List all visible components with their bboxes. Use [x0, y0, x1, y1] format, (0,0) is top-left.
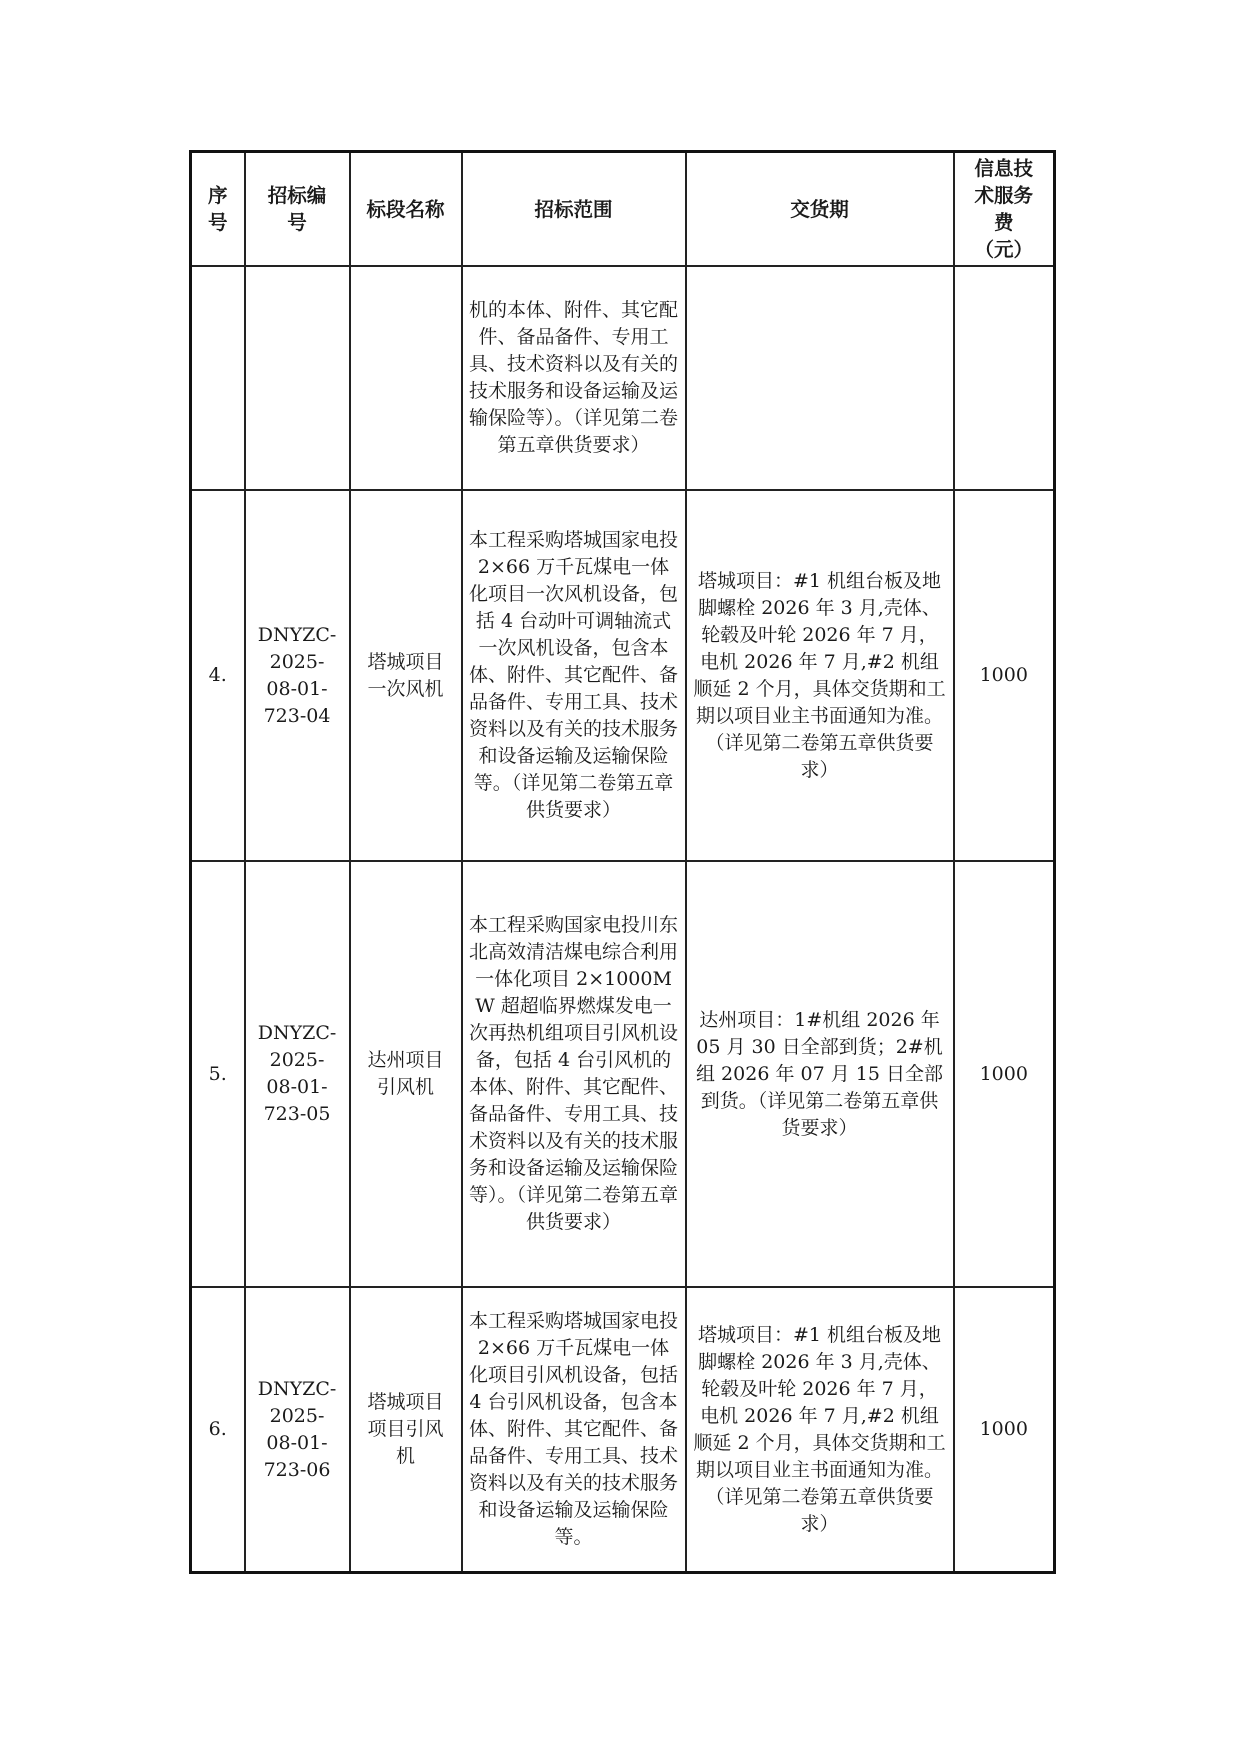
- cell-seq: [191, 266, 245, 490]
- cell-code: [245, 490, 350, 861]
- code-line: DNYZC-: [257, 1022, 337, 1044]
- bid-section-table: [189, 150, 1056, 1574]
- cell-code: [245, 1287, 350, 1573]
- code-line: DNYZC-: [257, 623, 337, 646]
- header-delivery: 交货期: [686, 152, 954, 267]
- cell-fee: 1000: [954, 1287, 1055, 1573]
- cell-delivery: [686, 266, 954, 490]
- table-row: [191, 861, 1055, 1287]
- code-line: 08-01-: [266, 677, 328, 700]
- header-seq: 序号: [191, 152, 245, 267]
- cell-scope: 本工程采购塔城国家电投 2×66 万千瓦煤电一体化项目一次风机设备，包括 4 台动叶可调轴流式一次风机设备，包含本体、附件、其它配件、备品备件、专用工具、技术资料以及有关的技术服务和设备运输及运输保险等。（详见第二卷第五章供货要求）: [462, 490, 686, 861]
- header-code: 招标编号: [245, 152, 350, 267]
- cell-code: [245, 861, 350, 1287]
- code-line: 08-01-: [266, 1431, 328, 1454]
- cell-delivery: 塔城项目：#1 机组台板及地脚螺栓 2026 年 3 月,壳体、轮毂及叶轮 2026 年 7 月，电机 2026 年 7 月,#2 机组顺延 2 个月，具体交货期和工期以项目业主书面通知为准。（详见第二卷第五章供货要求）: [686, 490, 954, 861]
- cell-fee: [954, 266, 1055, 490]
- code-line: 723-04: [263, 704, 331, 727]
- header-section: 标段名称: [350, 152, 462, 267]
- table-row: [191, 266, 1055, 490]
- code-line: DNYZC-: [257, 1377, 337, 1400]
- cell-seq: 4.: [191, 490, 245, 861]
- cell-fee: 1000: [954, 861, 1055, 1287]
- cell-section: 塔城项目项目引风机: [350, 1287, 462, 1573]
- header-fee: 信息技术服务费（元）: [954, 152, 1055, 267]
- code-line: 2025-: [269, 1049, 325, 1071]
- table-row: [191, 490, 1055, 861]
- cell-section: [350, 266, 462, 490]
- cell-section: 达州项目引风机: [350, 861, 462, 1287]
- cell-scope: 本工程采购塔城国家电投 2×66 万千瓦煤电一体化项目引风机设备，包括 4 台引风机设备，包含本体、附件、其它配件、备品备件、专用工具、技术资料以及有关的技术服务和设备运输及运输保险等。: [462, 1287, 686, 1573]
- cell-fee: 1000: [954, 490, 1055, 861]
- code-line: 08-01-: [266, 1076, 328, 1098]
- table-header-row: [191, 152, 1055, 267]
- cell-delivery: 塔城项目：#1 机组台板及地脚螺栓 2026 年 3 月,壳体、轮毂及叶轮 2026 年 7 月，电机 2026 年 7 月,#2 机组顺延 2 个月，具体交货期和工期以项目业主书面通知为准。（详见第二卷第五章供货要求）: [686, 1287, 954, 1573]
- cell-delivery: 达州项目：1#机组 2026 年 05 月 30 日全部到货；2#机组 2026 年 07 月 15 日全部到货。（详见第二卷第五章供货要求）: [686, 861, 954, 1287]
- code-line: 723-06: [263, 1458, 331, 1481]
- cell-seq: 6.: [191, 1287, 245, 1573]
- cell-section: 塔城项目一次风机: [350, 490, 462, 861]
- table-row: [191, 1287, 1055, 1573]
- cell-scope: 本工程采购国家电投川东北高效清洁煤电综合利用一体化项目 2×1000MW 超超临界燃煤发电一次再热机组项目引风机设备，包括 4 台引风机的本体、附件、其它配件、备品备件、专用工具、技术资料以及有关的技术服务和设备运输及运输保险等）。（详见第二卷第五章供货要求）: [462, 861, 686, 1287]
- code-line: 723-05: [263, 1103, 331, 1125]
- code-line: 2025-: [269, 650, 325, 673]
- cell-seq: 5.: [191, 861, 245, 1287]
- header-scope: 招标范围: [462, 152, 686, 267]
- cell-code: [245, 266, 350, 490]
- cell-scope: 机的本体、附件、其它配件、备品备件、专用工具、技术资料以及有关的技术服务和设备运输及运输保险等）。（详见第二卷第五章供货要求）: [462, 266, 686, 490]
- code-line: 2025-: [269, 1404, 325, 1427]
